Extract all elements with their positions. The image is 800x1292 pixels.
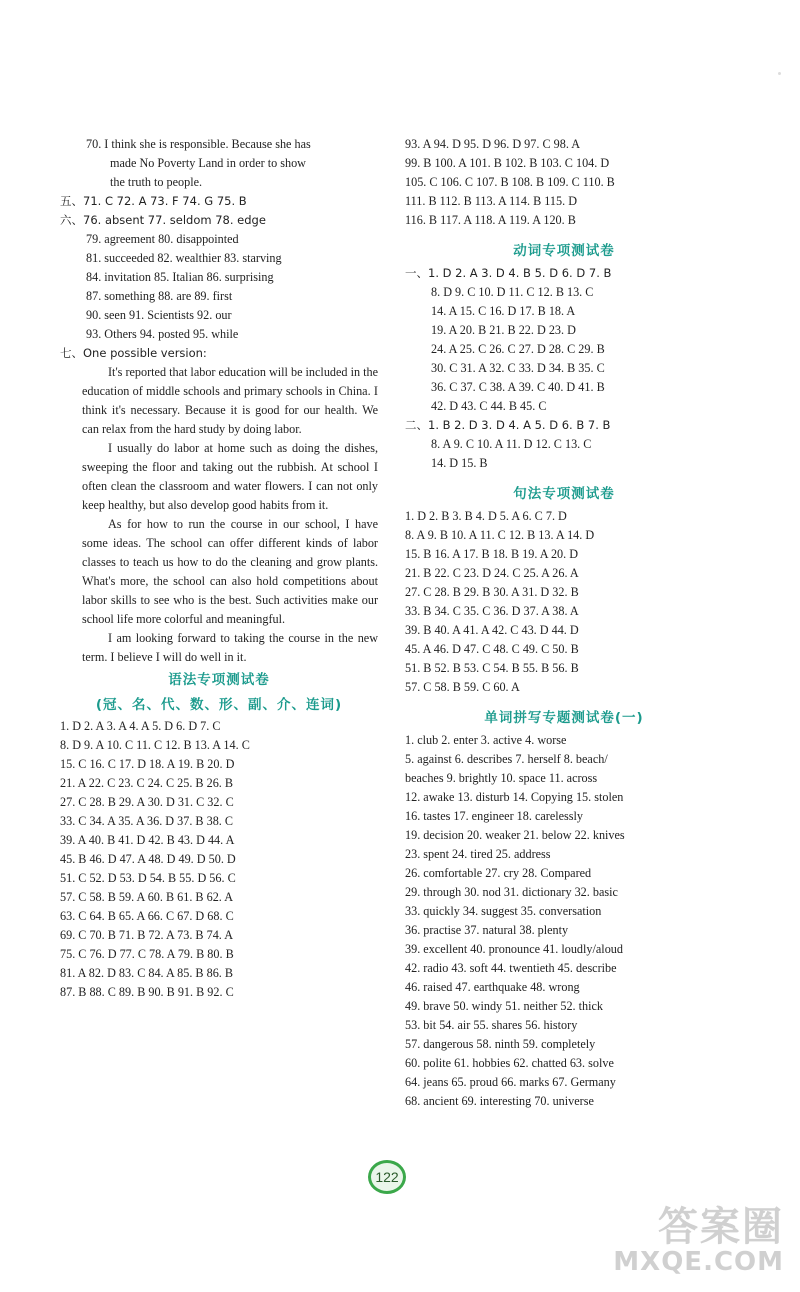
answer-row: 75. C 76. D 77. C 78. A 79. B 80. B xyxy=(60,947,234,961)
answer-row: 1. club 2. enter 3. active 4. worse xyxy=(405,733,567,747)
answer-row: 8. D 9. A 10. C 11. C 12. B 13. A 14. C xyxy=(60,738,250,752)
answer-row: 33. quickly 34. suggest 35. conversation xyxy=(405,904,602,918)
grammar-answer-grid-continued xyxy=(405,135,723,230)
answer-row: 87. B 88. C 89. B 90. B 91. B 92. C xyxy=(60,985,234,999)
answer-row: 93. A 94. D 95. D 96. D 97. C 98. A xyxy=(405,137,581,151)
answer-row: 8. D 9. C 10. D 11. C 12. B 13. C xyxy=(431,285,594,299)
answer-row: 45. A 46. D 47. C 48. C 49. C 50. B xyxy=(405,642,579,656)
answer-row: 26. comfortable 27. cry 28. Compared xyxy=(405,866,592,880)
answer-row: 27. C 28. B 29. A 30. D 31. C 32. C xyxy=(60,795,234,809)
right-column xyxy=(405,135,723,1111)
grammar-answer-grid xyxy=(60,717,378,1002)
answer-row: beaches 9. brightly 10. space 11. across xyxy=(405,771,598,785)
answer-row: 15. C 16. C 17. D 18. A 19. B 20. D xyxy=(60,757,235,771)
answer-row: 29. through 30. nod 31. dictionary 32. basic xyxy=(405,885,618,899)
answer-row: 99. B 100. A 101. B 102. B 103. C 104. D xyxy=(405,156,610,170)
answer-row: 30. C 31. A 32. C 33. D 34. B 35. C xyxy=(431,361,605,375)
section-7-label: 七、One possible version: xyxy=(60,346,207,360)
grammar-test-subtitle: (冠、名、代、数、形、副、介、连词) xyxy=(95,697,343,713)
answer-row: 81. A 82. D 83. C 84. A 85. B 86. B xyxy=(60,966,234,980)
answer-line: 81. succeeded 82. wealthier 83. starving xyxy=(86,251,282,265)
answer-row: 5. against 6. describes 7. herself 8. beach/ xyxy=(405,752,608,766)
answer-row: 二、1. B 2. D 3. D 4. A 5. D 6. B 7. B xyxy=(405,418,611,432)
answer-row: 69. C 70. B 71. B 72. A 73. B 74. A xyxy=(60,928,234,942)
spelling-test-title: 单词拼写专题测试卷(一) xyxy=(484,710,644,726)
answer-row: 19. A 20. B 21. B 22. D 23. D xyxy=(431,323,576,337)
answer-line: 79. agreement 80. disappointed xyxy=(86,232,239,246)
answer-row: 39. excellent 40. pronounce 41. loudly/aloud xyxy=(405,942,623,956)
answer-row: 53. bit 54. air 55. shares 56. history xyxy=(405,1018,578,1032)
answer-row: 57. C 58. B 59. C 60. A xyxy=(405,680,520,694)
answer-row: 57. C 58. B 59. A 60. B 61. B 62. A xyxy=(60,890,234,904)
watermark-logo xyxy=(590,1195,790,1285)
answer-row: 57. dangerous 58. ninth 59. completely xyxy=(405,1037,596,1051)
answer-row: 51. B 52. B 53. C 54. B 55. B 56. B xyxy=(405,661,579,675)
sentence-test-title: 句法专项测试卷 xyxy=(513,486,615,502)
answer-line: 93. Others 94. posted 95. while xyxy=(86,327,239,341)
section-5-answers: 五、71. C 72. A 73. F 74. G 75. B xyxy=(60,194,247,208)
answer-row: 15. B 16. A 17. B 18. B 19. A 20. D xyxy=(405,547,579,561)
page-number: 122 xyxy=(375,1169,399,1185)
answer-row: 46. raised 47. earthquake 48. wrong xyxy=(405,980,580,994)
essay-paragraph: It's reported that labor education will be included in the education of middle schools and primary schools in China. I think it's necessary. Because it is good for our health. We can relax from the hard study by doing labor. xyxy=(82,365,378,436)
essay-paragraph: I am looking forward to taking the course in the new term. I believe I will do well in it. xyxy=(82,631,378,664)
answer-row: 39. A 40. B 41. D 42. B 43. D 44. A xyxy=(60,833,235,847)
text-line: the truth to people. xyxy=(110,175,203,189)
watermark-cn: 答案圈 xyxy=(658,1204,784,1250)
answer-row: 21. B 22. C 23. D 24. C 25. A 26. A xyxy=(405,566,579,580)
answer-row: 33. C 34. A 35. A 36. D 37. B 38. C xyxy=(60,814,234,828)
q70-answer xyxy=(60,135,378,192)
answer-row: 16. tastes 17. engineer 18. carelessly xyxy=(405,809,584,823)
section-6-answers xyxy=(60,211,378,344)
answer-row: 14. D 15. B xyxy=(431,456,488,470)
watermark-en: MXQE.COM xyxy=(613,1247,784,1277)
text-line: 70. I think she is responsible. Because she has xyxy=(86,137,311,151)
answer-row: 68. ancient 69. interesting 70. universe xyxy=(405,1094,594,1108)
left-column xyxy=(60,135,378,1002)
answer-row: 19. decision 20. weaker 21. below 22. knives xyxy=(405,828,625,842)
verb-answer-grid xyxy=(405,264,723,473)
answer-row: 21. A 22. C 23. C 24. C 25. B 26. B xyxy=(60,776,234,790)
spelling-answer-grid xyxy=(405,731,723,1111)
answer-row: 64. jeans 65. proud 66. marks 67. Germany xyxy=(405,1075,616,1089)
grammar-test-title: 语法专项测试卷 xyxy=(168,672,270,688)
answer-row: 105. C 106. C 107. B 108. B 109. C 110. B xyxy=(405,175,615,189)
answer-row: 42. radio 43. soft 44. twentieth 45. describe xyxy=(405,961,617,975)
answer-row: 49. brave 50. windy 51. neither 52. thick xyxy=(405,999,604,1013)
answer-row: 8. A 9. C 10. A 11. D 12. C 13. C xyxy=(431,437,592,451)
answer-line: 六、76. absent 77. seldom 78. edge xyxy=(60,213,266,227)
essay-paragraph: I usually do labor at home such as doing the dishes, sweeping the floor and taking out the rubbish. At school I often clean the classroom and water flowers. I can not only keep healthy, but also develop good habits from it. xyxy=(82,441,378,512)
answer-row: 111. B 112. B 113. A 114. B 115. D xyxy=(405,194,577,208)
verb-test-title: 动词专项测试卷 xyxy=(513,243,615,259)
scan-speck xyxy=(778,72,781,75)
answer-row: 63. C 64. B 65. A 66. C 67. D 68. C xyxy=(60,909,234,923)
answer-row: 1. D 2. B 3. B 4. D 5. A 6. C 7. D xyxy=(405,509,567,523)
sample-essay xyxy=(60,363,378,667)
answer-line: 87. something 88. are 89. first xyxy=(86,289,233,303)
answer-row: 36. practise 37. natural 38. plenty xyxy=(405,923,569,937)
answer-row: 一、1. D 2. A 3. D 4. B 5. D 6. D 7. B xyxy=(405,266,612,280)
answer-row: 24. A 25. C 26. C 27. D 28. C 29. B xyxy=(431,342,605,356)
answer-line: 84. invitation 85. Italian 86. surprising xyxy=(86,270,274,284)
answer-row: 42. D 43. C 44. B 45. C xyxy=(431,399,547,413)
answer-row: 51. C 52. D 53. D 54. B 55. D 56. C xyxy=(60,871,236,885)
answer-line: 90. seen 91. Scientists 92. our xyxy=(86,308,232,322)
answer-row: 36. C 37. C 38. A 39. C 40. D 41. B xyxy=(431,380,605,394)
answer-row: 27. C 28. B 29. B 30. A 31. D 32. B xyxy=(405,585,579,599)
text-line: made No Poverty Land in order to show xyxy=(110,156,306,170)
answer-row: 39. B 40. A 41. A 42. C 43. D 44. D xyxy=(405,623,579,637)
answer-row: 14. A 15. C 16. D 17. B 18. A xyxy=(431,304,576,318)
answer-row: 12. awake 13. disturb 14. Copying 15. stolen xyxy=(405,790,624,804)
answer-row: 116. B 117. A 118. A 119. A 120. B xyxy=(405,213,576,227)
sentence-answer-grid xyxy=(405,507,723,697)
answer-row: 23. spent 24. tired 25. address xyxy=(405,847,551,861)
answer-row: 1. D 2. A 3. A 4. A 5. D 6. D 7. C xyxy=(60,719,221,733)
answer-row: 8. A 9. B 10. A 11. C 12. B 13. A 14. D xyxy=(405,528,595,542)
page-number-badge xyxy=(362,1160,414,1196)
answer-row: 33. B 34. C 35. C 36. D 37. A 38. A xyxy=(405,604,579,618)
answer-row: 60. polite 61. hobbies 62. chatted 63. solve xyxy=(405,1056,614,1070)
answer-row: 45. B 46. D 47. A 48. D 49. D 50. D xyxy=(60,852,236,866)
essay-paragraph: As for how to run the course in our school, I have some ideas. The school can offer different kinds of labor classes to teach us how to do the cleaning and grow plants. What's more, the school can also hold competitions about labor skills to see who is the best. Such activities make our school life more colorful and meaningful. xyxy=(82,517,378,626)
